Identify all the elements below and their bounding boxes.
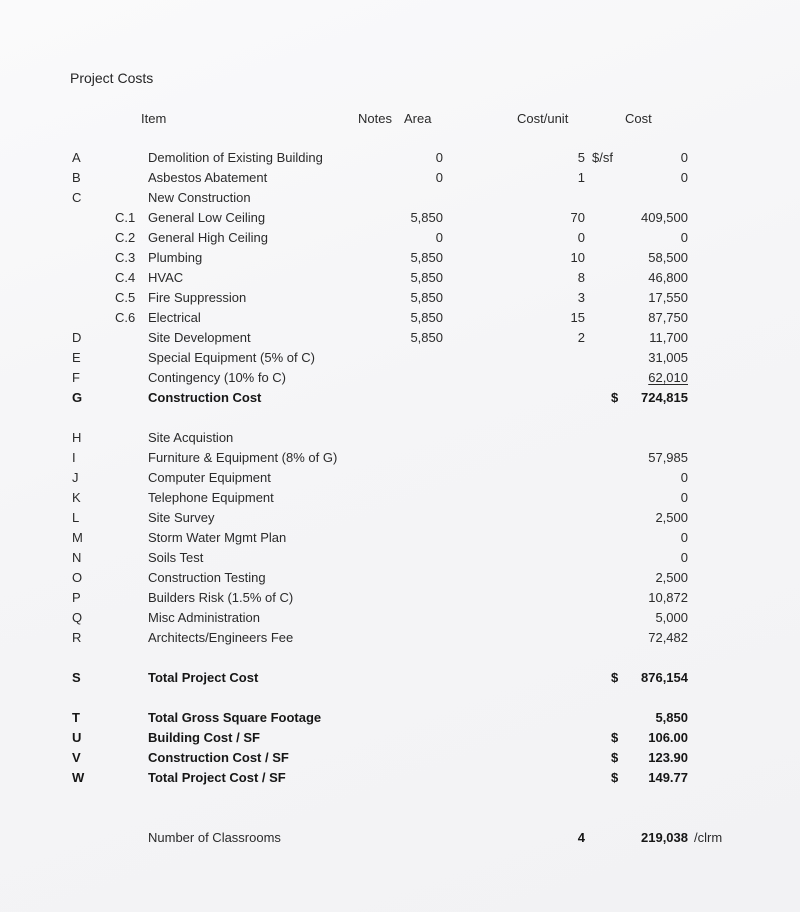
table-row <box>0 728 800 748</box>
row-cost: 0 <box>680 470 688 485</box>
row-sub-letter: C.5 <box>115 290 136 305</box>
row-letter: U <box>72 730 82 745</box>
row-item: Building Cost / SF <box>148 730 260 745</box>
row-letter: F <box>72 370 80 385</box>
row-item: Architects/Engineers Fee <box>148 630 294 645</box>
row-cost: 2,500 <box>655 570 688 585</box>
table-row <box>0 328 800 348</box>
row-cost-unit: 70 <box>570 210 585 225</box>
row-letter: G <box>72 390 83 405</box>
row-item: Builders Risk (1.5% of C) <box>148 590 294 605</box>
row-item: Storm Water Mgmt Plan <box>148 530 287 545</box>
row-item: Electrical <box>148 310 201 325</box>
table-row <box>0 208 800 228</box>
row-item: Number of Classrooms <box>148 830 281 845</box>
header-cost: Cost <box>625 111 652 126</box>
row-letter: H <box>72 430 82 445</box>
row-cost: 2,500 <box>655 510 688 525</box>
row-dollar-sign: $ <box>611 770 619 785</box>
row-cost-suffix: /clrm <box>694 830 723 845</box>
row-item: Construction Testing <box>148 570 266 585</box>
row-item: General Low Ceiling <box>148 210 266 225</box>
row-item: Total Project Cost / SF <box>148 770 286 785</box>
row-cost-unit: 2 <box>577 330 585 345</box>
row-cost: 62,010 <box>648 370 688 385</box>
table-row <box>0 768 800 788</box>
row-item: Construction Cost <box>148 390 262 405</box>
row-cost-unit: 0 <box>577 230 585 245</box>
row-letter: L <box>72 510 80 525</box>
row-cost: 876,154 <box>641 670 688 685</box>
table-row <box>0 588 800 608</box>
row-dollar-sign: $ <box>611 670 619 685</box>
table-row <box>0 428 800 448</box>
row-area: 0 <box>435 230 443 245</box>
table-row <box>0 388 800 408</box>
table-row <box>0 608 800 628</box>
row-cost: 46,800 <box>648 270 688 285</box>
row-dollar-sign: $ <box>611 730 619 745</box>
table-row <box>0 548 800 568</box>
row-area: 5,850 <box>410 270 443 285</box>
row-item: Special Equipment (5% of C) <box>148 350 315 365</box>
row-cost: 31,005 <box>648 350 688 365</box>
header-area: Area <box>404 111 432 126</box>
row-cost: 87,750 <box>648 310 688 325</box>
row-letter: C <box>72 190 82 205</box>
row-cost: 0 <box>680 150 688 165</box>
row-letter: S <box>72 670 81 685</box>
table-row <box>0 168 800 188</box>
table-row <box>0 828 800 848</box>
row-sub-letter: C.6 <box>115 310 136 325</box>
row-cost: 0 <box>680 550 688 565</box>
row-area: 5,850 <box>410 310 443 325</box>
row-cost: 409,500 <box>641 210 688 225</box>
row-item: Site Survey <box>148 510 215 525</box>
row-cost: 106.00 <box>648 730 688 745</box>
row-area: 5,850 <box>410 210 443 225</box>
table-row <box>0 268 800 288</box>
row-cost-unit: 3 <box>577 290 585 305</box>
row-item: Telephone Equipment <box>148 490 274 505</box>
row-area: 5,850 <box>410 330 443 345</box>
row-cost: 58,500 <box>648 250 688 265</box>
row-cost: 11,700 <box>649 330 688 345</box>
row-item: General High Ceiling <box>148 230 268 245</box>
row-cost: 5,000 <box>655 610 688 625</box>
row-cost-unit: 1 <box>577 170 585 185</box>
row-area: 0 <box>435 170 443 185</box>
row-sub-letter: C.3 <box>115 250 136 265</box>
table-row <box>0 288 800 308</box>
row-letter: A <box>72 150 81 165</box>
table-row <box>0 148 800 168</box>
row-unit-label: $/sf <box>592 150 613 165</box>
row-letter: E <box>72 350 81 365</box>
row-item: Site Acquistion <box>148 430 234 445</box>
row-area: 0 <box>435 150 443 165</box>
row-item: New Construction <box>148 190 251 205</box>
row-letter: R <box>72 630 82 645</box>
row-cost-unit: 8 <box>577 270 585 285</box>
page-title: Project Costs <box>70 70 154 86</box>
row-item: Furniture & Equipment (8% of G) <box>148 450 338 465</box>
table-row <box>0 368 800 388</box>
header-item: Item <box>141 111 167 126</box>
row-cost: 0 <box>680 230 688 245</box>
row-cost-unit: 10 <box>570 250 585 265</box>
row-letter: T <box>72 710 80 725</box>
table-row <box>0 628 800 648</box>
row-cost: 10,872 <box>648 590 688 605</box>
row-cost: 149.77 <box>648 770 688 785</box>
row-sub-letter: C.4 <box>115 270 136 285</box>
row-item: Soils Test <box>148 550 204 565</box>
table-row <box>0 528 800 548</box>
row-cost: 0 <box>680 490 688 505</box>
table-row <box>0 568 800 588</box>
row-cost: 724,815 <box>641 390 688 405</box>
row-letter: O <box>72 570 83 585</box>
row-item: Demolition of Existing Building <box>148 150 323 165</box>
table-row <box>0 668 800 688</box>
row-letter: B <box>72 170 81 185</box>
table-row <box>0 228 800 248</box>
row-item: Fire Suppression <box>148 290 247 305</box>
row-letter: Q <box>72 610 83 625</box>
row-item: Contingency (10% fo C) <box>148 370 287 385</box>
row-cost: 17,550 <box>648 290 688 305</box>
row-cost: 219,038 <box>641 830 688 845</box>
row-cost-unit: 4 <box>577 830 585 845</box>
table-header-row <box>0 109 800 129</box>
table-row <box>0 248 800 268</box>
table-row <box>0 308 800 328</box>
row-dollar-sign: $ <box>611 390 619 405</box>
table-row <box>0 508 800 528</box>
header-cost-unit: Cost/unit <box>517 111 569 126</box>
row-letter: W <box>72 770 85 785</box>
row-letter: J <box>72 470 79 485</box>
row-cost: 5,850 <box>655 710 688 725</box>
row-item: Construction Cost / SF <box>148 750 289 765</box>
table-row <box>0 488 800 508</box>
table-row <box>0 748 800 768</box>
row-sub-letter: C.2 <box>115 230 136 245</box>
row-sub-letter: C.1 <box>115 210 136 225</box>
row-item: Computer Equipment <box>148 470 271 485</box>
header-notes: Notes <box>358 111 392 126</box>
row-letter: M <box>72 530 83 545</box>
table-row <box>0 708 800 728</box>
row-cost: 0 <box>680 530 688 545</box>
table-row <box>0 348 800 368</box>
row-item: Site Development <box>148 330 251 345</box>
row-cost-unit: 5 <box>577 150 585 165</box>
row-item: Total Project Cost <box>148 670 259 685</box>
row-area: 5,850 <box>410 250 443 265</box>
table-row <box>0 188 800 208</box>
row-item: Misc Administration <box>148 610 260 625</box>
table-row <box>0 468 800 488</box>
row-cost: 72,482 <box>648 630 688 645</box>
row-item: Plumbing <box>148 250 203 265</box>
row-letter: K <box>72 490 81 505</box>
row-area: 5,850 <box>410 290 443 305</box>
row-item: Asbestos Abatement <box>148 170 268 185</box>
row-letter: N <box>72 550 82 565</box>
row-cost: 0 <box>680 170 688 185</box>
row-cost: 123.90 <box>648 750 688 765</box>
row-letter: V <box>72 750 81 765</box>
row-item: Total Gross Square Footage <box>148 710 322 725</box>
row-letter: P <box>72 590 81 605</box>
row-cost-unit: 15 <box>570 310 585 325</box>
row-dollar-sign: $ <box>611 750 619 765</box>
row-item: HVAC <box>148 270 184 285</box>
row-letter: D <box>72 330 82 345</box>
table-row <box>0 448 800 468</box>
row-cost: 57,985 <box>648 450 688 465</box>
row-letter: I <box>72 450 76 465</box>
